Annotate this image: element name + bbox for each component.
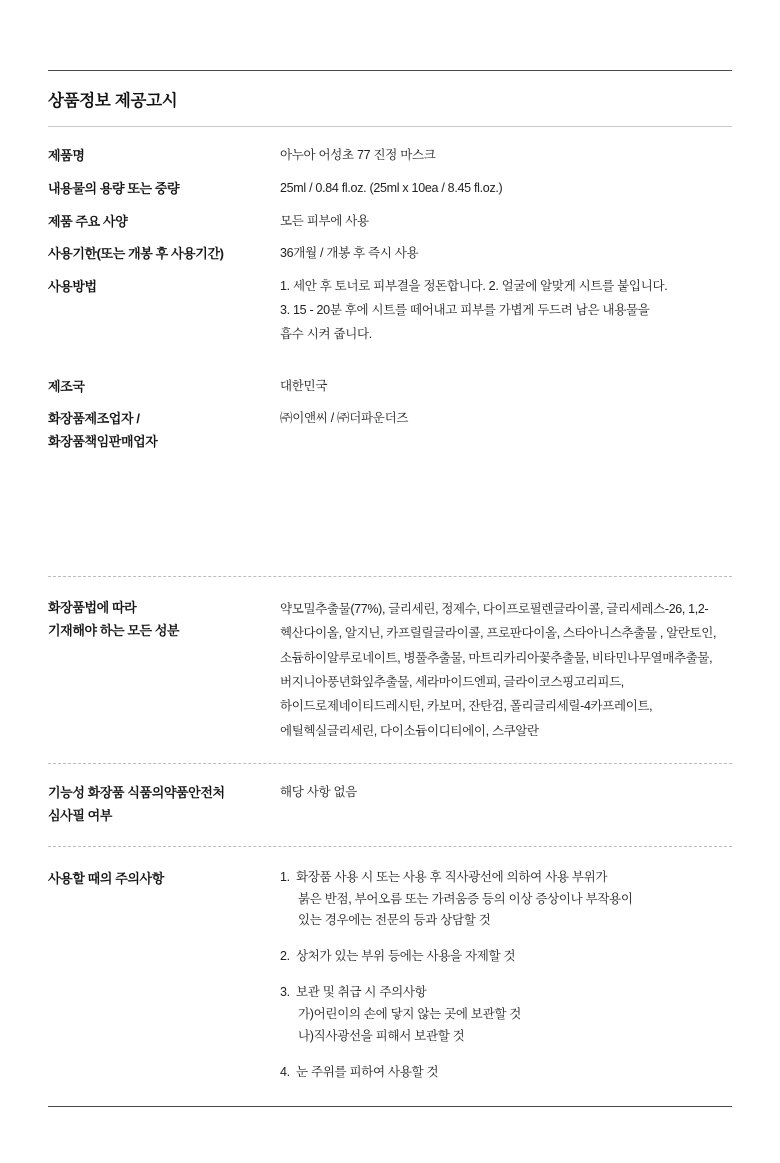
ingredients-section	[48, 577, 732, 763]
row-value	[280, 178, 732, 200]
value-line: 36개월 / 개봉 후 즉시 사용	[280, 246, 419, 261]
ingredients-label	[48, 597, 280, 643]
item-line: 가)어린이의 손에 닿지 않는 곳에 보관할 것	[298, 1007, 522, 1021]
info-row-volume	[48, 178, 732, 201]
row-value	[280, 408, 732, 430]
row-label: 사용방법	[48, 279, 97, 294]
functional-label-line1: 기능성 화장품 식품의약품안전처	[48, 785, 225, 801]
functional-label-line2: 심사필 여부	[48, 807, 113, 823]
row-label	[48, 408, 280, 454]
page-title: 상품정보 제공고시	[48, 92, 178, 110]
ingredients-label-line1: 화장품법에 따라	[48, 599, 137, 615]
section-gap	[48, 360, 732, 374]
functional-row	[48, 782, 732, 828]
value-line: 흡수 시켜 줍니다.	[280, 326, 372, 341]
info-row-manufacturer	[48, 408, 732, 454]
value-line: 모든 피부에 사용	[280, 213, 369, 228]
functional-label	[48, 782, 280, 828]
row-label: 제조국	[48, 378, 85, 394]
info-row-product-name	[48, 145, 732, 168]
value-line: 3. 15 - 20분 후에 시트를 떼어내고 피부를 가볍게 두드려 남은 내용물을	[280, 302, 650, 317]
item-line: 눈 주위를 피하여 사용할 것	[296, 1064, 439, 1079]
item-line: 있는 경우에는 전문의 등과 상담할 것	[298, 913, 491, 928]
item-number: 2.	[280, 949, 290, 964]
item-line: 상처가 있는 부위 등에는 사용을 자제할 것	[296, 949, 516, 964]
ingredients-label-line2: 기재해야 하는 모든 성분	[48, 622, 180, 638]
value-line: 25ml / 0.84 fl.oz. (25ml x 10ea / 8.45 fl.oz.)	[280, 180, 503, 195]
value-line: 아누아 어성초 77 진정 마스크	[280, 148, 436, 162]
row-label: 사용기한(또는 개봉 후 사용기간)	[48, 246, 224, 262]
list-item	[280, 1062, 732, 1084]
item-number: 3.	[280, 985, 290, 1000]
basic-info-section	[48, 127, 732, 360]
info-row-expiry	[48, 243, 732, 266]
row-value	[280, 376, 732, 398]
item-line: 화장품 사용 시 또는 사용 후 직사광선에 의하여 사용 부위가	[296, 869, 608, 884]
info-row-usage	[48, 276, 732, 348]
info-row-origin-country	[48, 376, 732, 399]
cautions-row	[48, 867, 732, 1084]
ingredients-text: 약모밀추출물(77%), 글리세린, 정제수, 다이프로필렌글라이콜, 글리세레스-26, 1,2-헥산다이올, 알지닌, 카프릴릴글라이콜, 프로판다이올, 스타아니스추출물 , 알란토인, 소듐하이알루로네이트, 병풀추출물, 마트리카리아꽃추출물, 비타민나무열매추출물, 버지니아풍년화잎추출물, 세라마이드엔피, 글라이코스핑고리피드, 하이드로제네이티드레시틴, 카보머, 잔탄검, 폴리글리세릴-4카프레이트, 에틸헥실글리세린, 다이소듐이디티에이, 스쿠알란	[280, 601, 717, 738]
value-line: 1. 세안 후 토너로 피부결을 정돈합니다. 2. 얼굴에 알맞게 시트를 붙입니다.	[280, 279, 668, 293]
value-line: 대한민국	[280, 378, 328, 393]
row-label-line1: 화장품제조업자 /	[48, 411, 140, 427]
row-label: 내용물의 용량 또는 중량	[48, 180, 180, 196]
list-item	[280, 867, 732, 933]
item-line: 나)직사광선을 피해서 보관할 것	[298, 1028, 465, 1043]
cautions-section	[48, 847, 732, 1106]
list-item	[280, 982, 732, 1048]
ingredients-row	[48, 597, 732, 743]
row-value	[280, 145, 732, 167]
bottom-spacer	[48, 1107, 732, 1163]
item-number: 4.	[280, 1064, 290, 1079]
item-number: 1.	[280, 869, 290, 884]
top-spacer	[48, 0, 732, 70]
functional-value: 해당 사항 없음	[280, 785, 357, 800]
info-row-specification	[48, 211, 732, 234]
row-value	[280, 211, 732, 233]
row-label: 제품 주요 사양	[48, 213, 128, 229]
item-line: 붉은 반점, 부어오름 또는 가려움증 등의 이상 증상이나 부작용이	[298, 891, 633, 906]
cautions-list	[280, 867, 732, 1084]
cautions-value	[280, 867, 732, 1084]
row-label-line2: 화장품책임판매업자	[48, 434, 158, 450]
large-gap	[48, 464, 732, 576]
value-line: ㈜이앤씨 / ㈜더파운더즈	[280, 411, 409, 426]
row-value	[280, 243, 732, 265]
list-item	[280, 946, 732, 968]
functional-section	[48, 764, 732, 846]
item-line: 보관 및 취급 시 주의사항	[296, 985, 427, 1000]
manufacturer-section	[48, 374, 732, 454]
row-value	[280, 276, 732, 348]
cautions-label: 사용할 때의 주의사항	[48, 870, 164, 886]
row-label: 제품명	[48, 148, 85, 163]
